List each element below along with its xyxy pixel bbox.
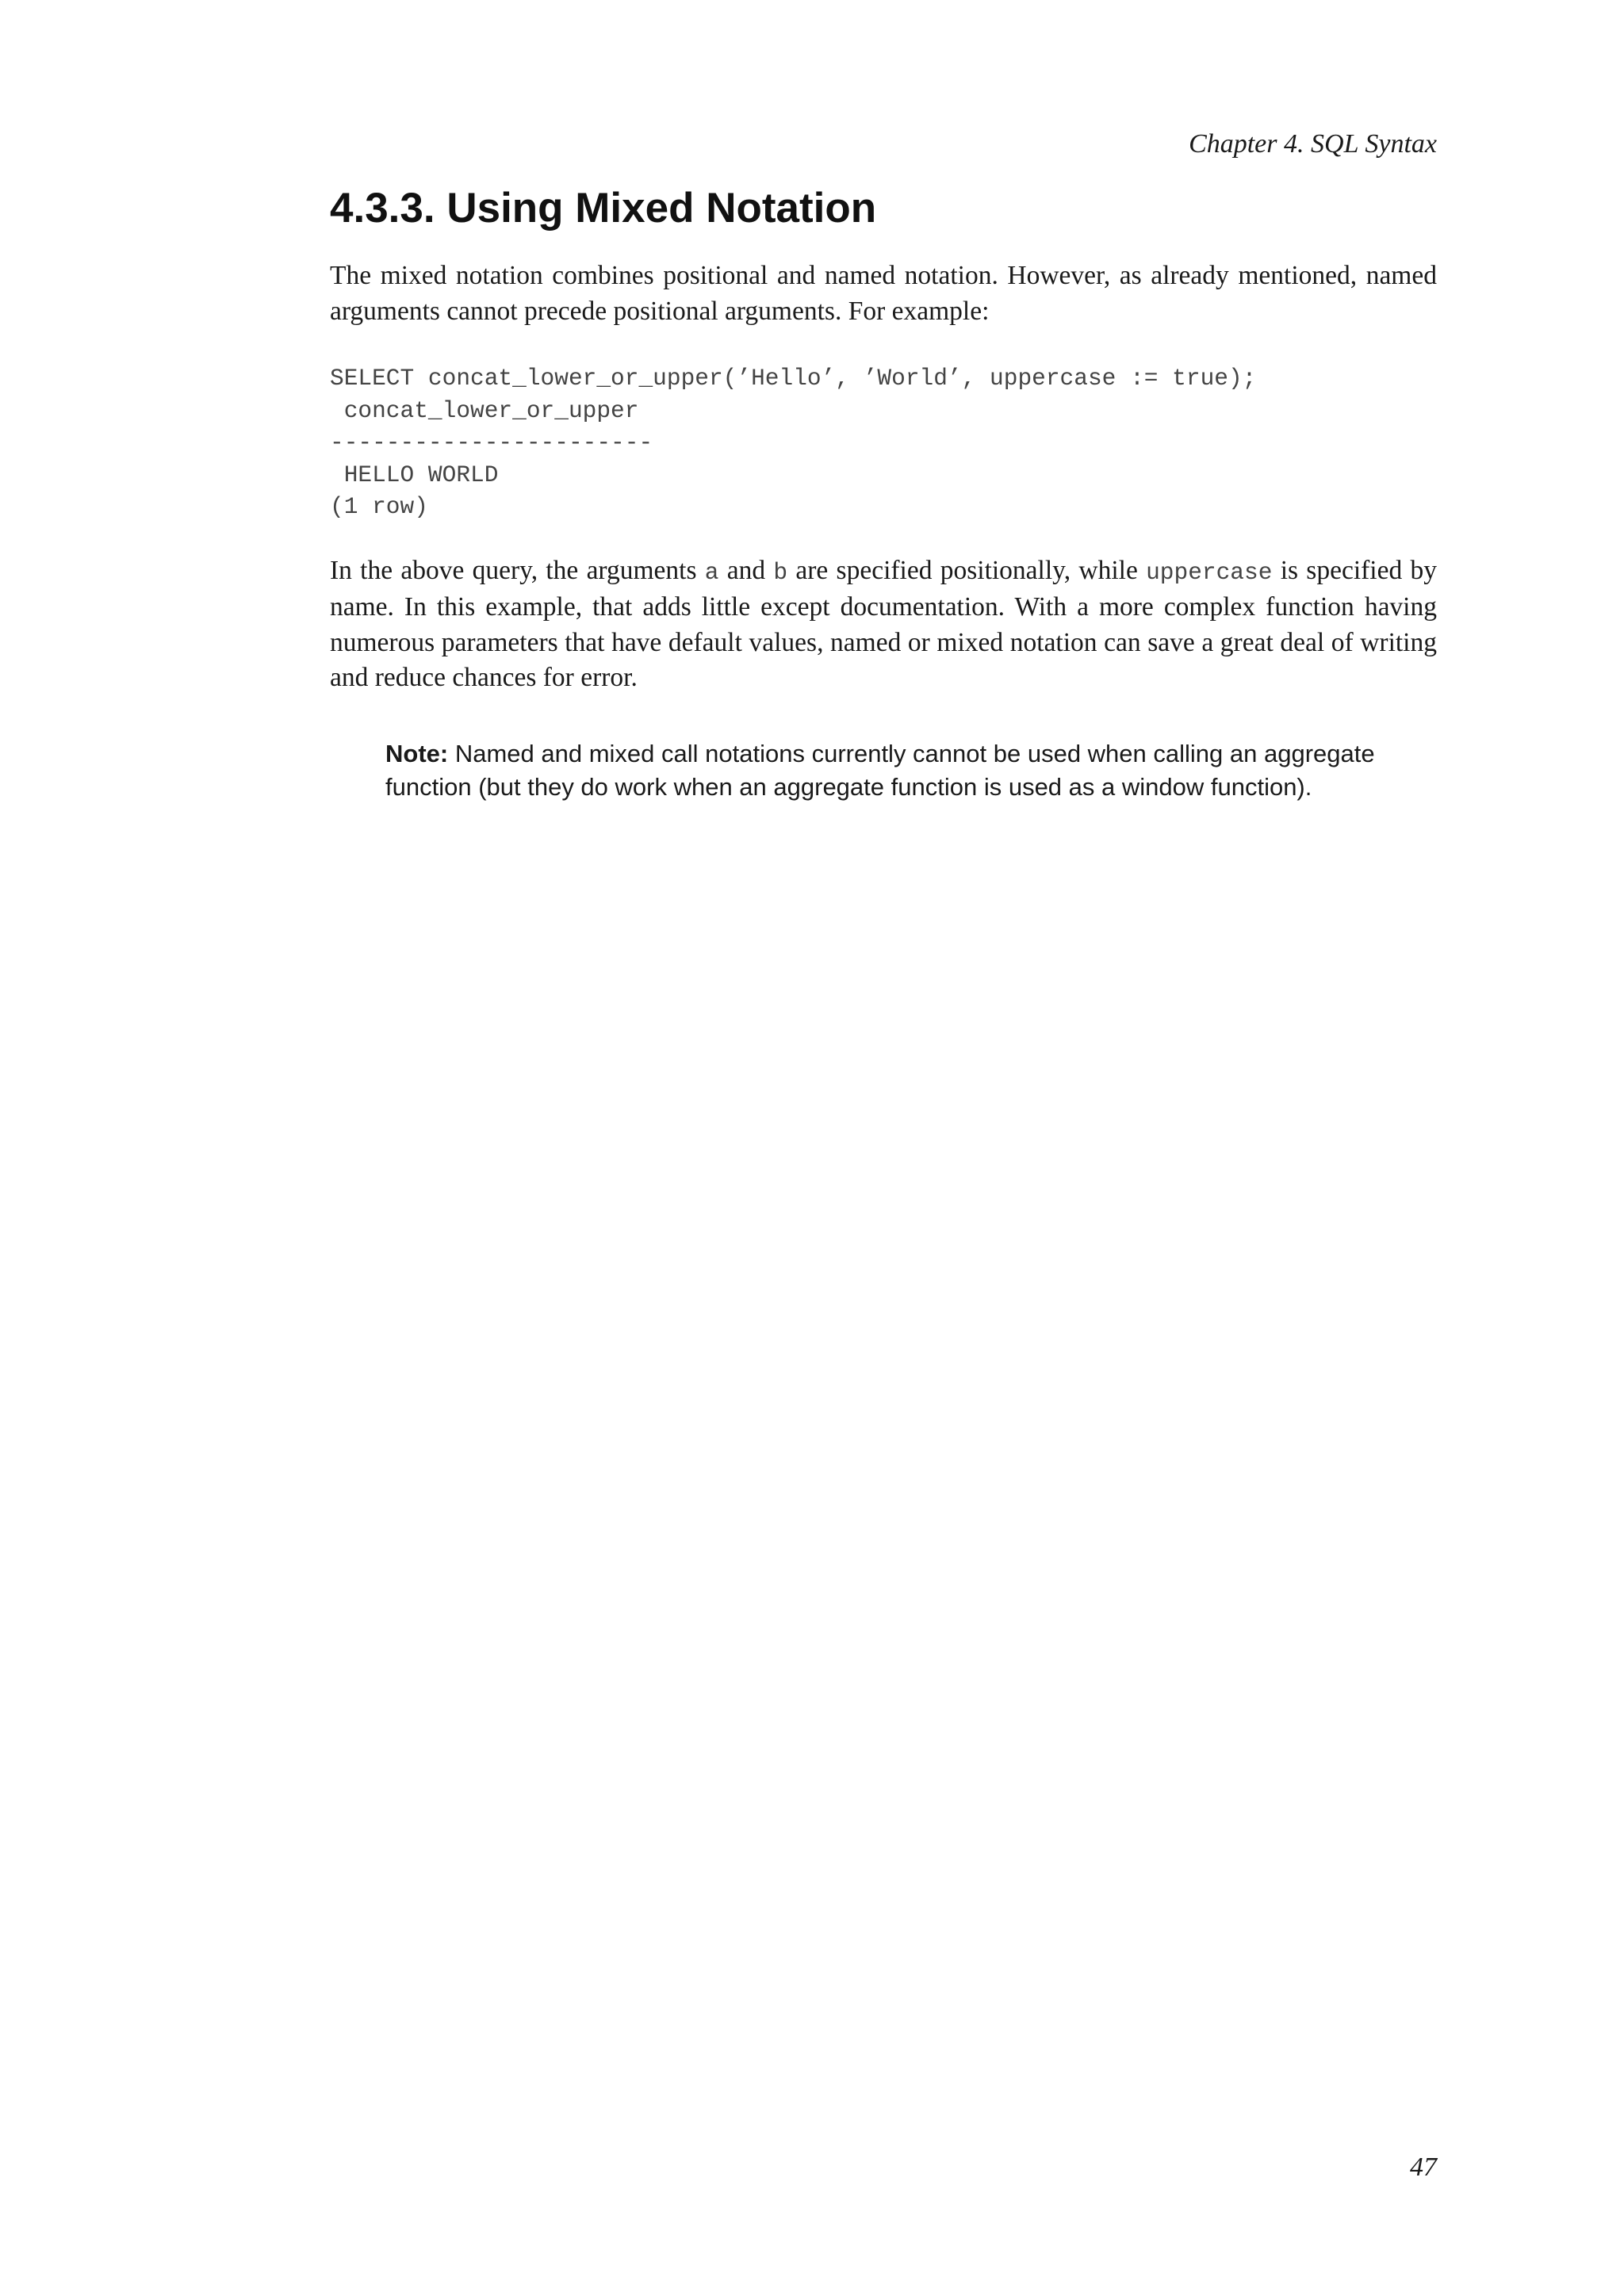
code-line: concat_lower_or_upper [330,396,639,424]
code-line: (1 row) [330,493,428,520]
note-text: Named and mixed call notations currently cannot be used when calling an aggregate function (but they do work when an aggregate function is used as a window function). [385,739,1375,801]
inline-code-a: a [704,558,719,586]
page-number: 47 [1410,2152,1437,2182]
code-example [330,362,1437,523]
code-line: ----------------------- [330,429,653,456]
explanation-text: and [718,555,774,585]
inline-code-b: b [773,558,788,586]
intro-paragraph: The mixed notation combines positional and named notation. However, as already mentioned, named arguments cannot precede positional arguments. For example: [330,261,1437,326]
code-line: HELLO WORLD [330,461,499,488]
running-header: Chapter 4. SQL Syntax [1189,129,1437,159]
code-line: SELECT concat_lower_or_upper(’Hello’, ’World’, uppercase := true); [330,365,1257,392]
section-content [330,181,1437,804]
explanation-text: is specified by name. In this example, that adds little except documentation. With a more complex function having numerous parameters that have default values, named or mixed notation can save a great deal of writing and reduce chances for error. [330,555,1437,692]
note-label: Note: [385,739,449,767]
note-box [385,737,1437,804]
explanation-text: are specified positionally, while [787,555,1147,585]
section-title: 4.3.3. Using Mixed Notation [330,185,877,232]
explanation-paragraph [330,553,1437,696]
explanation-text: In the above query, the arguments [330,555,705,585]
inline-code-uppercase: uppercase [1146,558,1273,586]
